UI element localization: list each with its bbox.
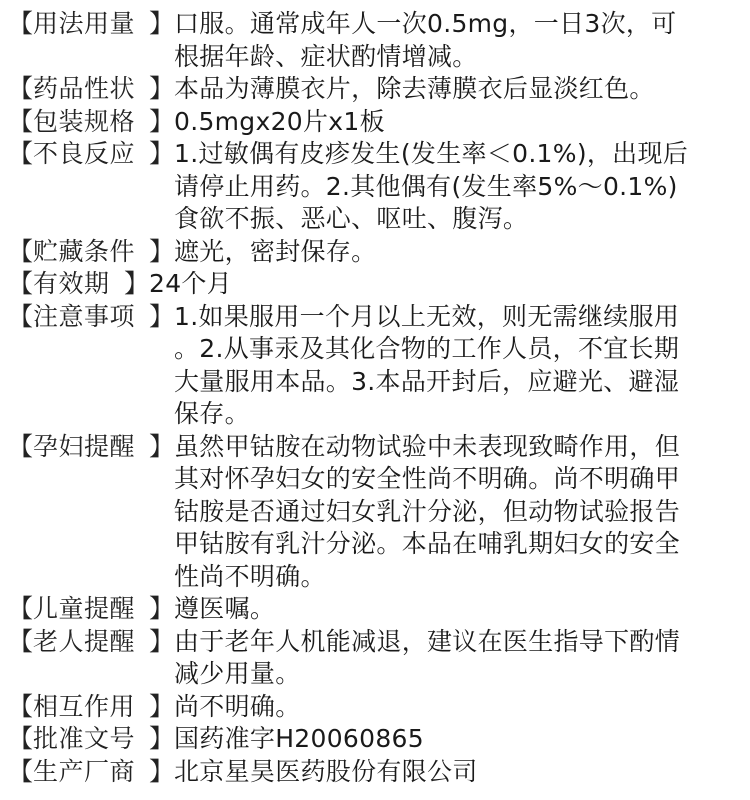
entry-label: 【 相互作用 】 xyxy=(8,691,175,721)
entry-value: 虽然甲钴胺在动物试验中未表现致畸作用，但 其对怀孕妇女的安全性尚不明确。尚不明确甲 钴胺是否通过妇女乳汁分泌，但动物试验报告 甲钴胺有乳汁分泌。本品在哺乳期妇女的安全 性尚不明确。 xyxy=(174,431,681,591)
entry-appearance xyxy=(8,73,750,106)
entry-label: 【 用法用量 】 xyxy=(8,9,175,38)
entry-adverse-reactions xyxy=(8,138,750,236)
entry-label: 【 注意事项 】 xyxy=(8,301,175,331)
entry-value: 24个月 xyxy=(149,269,233,298)
entry-elderly xyxy=(8,626,750,691)
entry-label: 【 不良反应 】 xyxy=(8,139,175,168)
entry-package xyxy=(8,106,750,139)
entry-value: 本品为薄膜衣片，除去薄膜衣后显淡红色。 xyxy=(174,74,655,103)
entry-label: 【 老人提醒 】 xyxy=(8,626,175,656)
entry-label: 【 包装规格 】 xyxy=(8,106,175,136)
entry-value: 1.过敏偶有皮疹发生(发生率＜0.1%)，出现后 请停止用药。2.其他偶有(发生率5%～0.1%) 食欲不振、恶心、呕吐、腹泻。 xyxy=(174,139,689,233)
entry-label: 【 儿童提醒 】 xyxy=(8,594,175,623)
entry-storage xyxy=(8,236,750,269)
entry-value: 尚不明确。 xyxy=(174,691,301,721)
entry-value: 0.5mgx20片x1板 xyxy=(174,106,385,136)
entry-value: 口服。通常成年人一次0.5mg，一日3次，可 根据年龄、症状酌情增减。 xyxy=(174,9,677,71)
entry-label: 【 批准文号 】 xyxy=(8,724,175,753)
entry-pregnancy xyxy=(8,431,750,594)
entry-value: 由于老年人机能减退，建议在医生指导下酌情 减少用量。 xyxy=(174,626,681,688)
entry-shelf-life xyxy=(8,268,750,301)
entry-value: 1.如果服用一个月以上无效，则无需继续服用 。2.从事汞及其化合物的工作人员，不宜长期 大量服用本品。3.本品开封后，应避光、避湿 保存。 xyxy=(174,301,680,428)
entry-value: 遵医嘱。 xyxy=(174,594,276,623)
entry-label: 【 生产厂商 】 xyxy=(8,756,175,786)
entry-label: 【 贮藏条件 】 xyxy=(8,236,175,266)
entry-value: 北京星昊医药股份有限公司 xyxy=(174,756,478,786)
entry-label: 【 孕妇提醒 】 xyxy=(8,431,175,461)
entry-value: 国药准字H20060865 xyxy=(174,724,424,753)
entry-label: 【 药品性状 】 xyxy=(8,74,175,103)
entry-interactions xyxy=(8,691,750,724)
entry-label: 【 有效期 】 xyxy=(8,269,150,298)
entry-precautions xyxy=(8,301,750,431)
entry-dosage xyxy=(8,8,750,73)
entry-children xyxy=(8,593,750,626)
entry-value: 遮光，密封保存。 xyxy=(174,236,377,266)
entry-manufacturer xyxy=(8,756,750,789)
entry-approval-number xyxy=(8,723,750,756)
